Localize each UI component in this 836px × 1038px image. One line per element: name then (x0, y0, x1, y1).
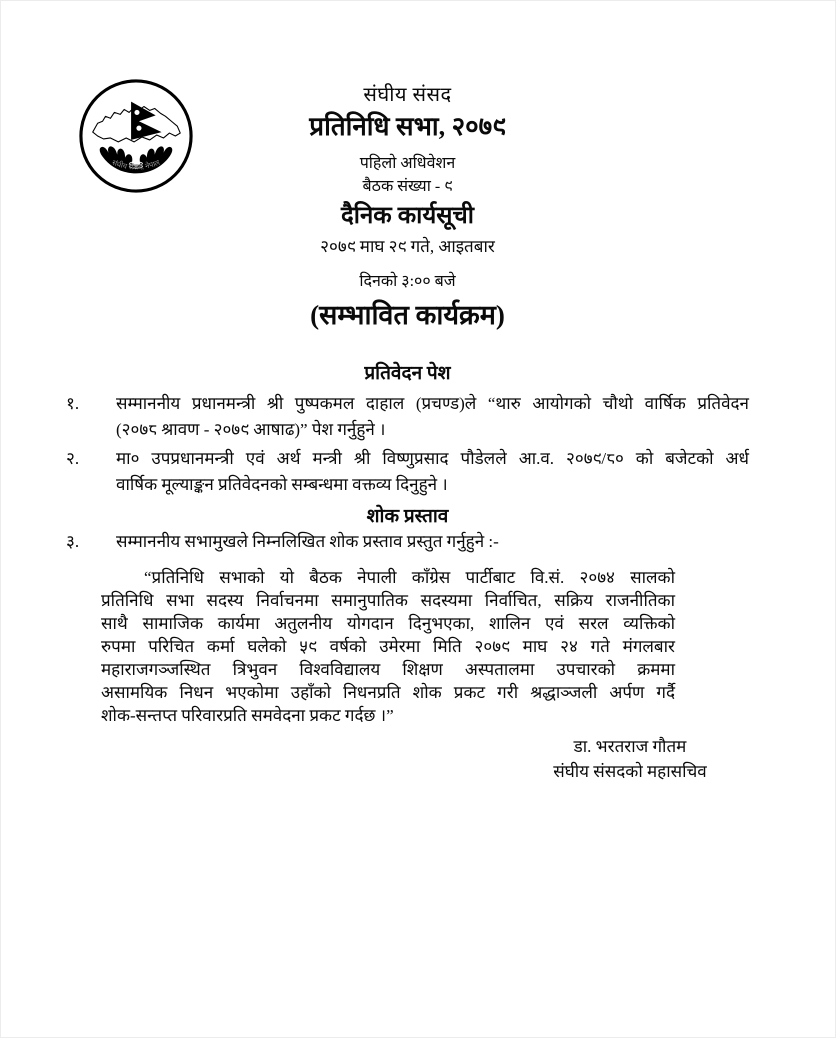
section-heading-condolence: शोक प्रस्ताव (366, 506, 449, 527)
quote-line: रुपमा परिचित कर्मा घलेको ५९ वर्षको उमेरमा मिति २०७९ माघ २४ गते मंगलबार (101, 637, 675, 656)
item-line: सम्माननीय प्रधानमन्त्री श्री पुष्पकमल दाहाल (प्रचण्ड)ले “थारु आयोगको चौथो वार्षिक प्रतिवेदन (116, 394, 749, 413)
item-line: सम्माननीय सभामुखले निम्नलिखित शोक प्रस्ताव प्रस्तुत गर्नुहुने :- (116, 532, 499, 551)
signatory-name: डा. भरतराज गौतम (573, 737, 687, 756)
quote-line: महाराजगञ्जस्थित त्रिभुवन विश्वविद्यालय शिक्षण अस्पतालमा उपचारको क्रममा (101, 660, 675, 679)
quote-line: साथै सामाजिक कार्यमा अतुलनीय योगदान दिनुभएका, शालिन एवं सरल व्यक्तिको (101, 614, 675, 633)
date-line: २०७९ माघ २९ गते, आइतबार (320, 237, 495, 256)
org-name: संघीय संसद (363, 84, 452, 106)
item-line: (२०७८ श्रावण - २०७९ आषाढ)” पेश गर्नुहुने । (116, 420, 386, 439)
signature-block (506, 734, 754, 784)
session-line: पहिलो अधिवेशन (359, 155, 456, 172)
emblem-caption: संघीय संसद, नेपाल (110, 157, 162, 172)
item-number: २. (66, 449, 80, 468)
meeting-number: बैठक संख्या - ९ (362, 178, 453, 195)
document-title: दैनिक कार्यसूची (341, 203, 474, 229)
house-title: प्रतिनिधि सभा, २०७९ (309, 112, 506, 141)
agenda-item-3 (66, 529, 749, 555)
agenda-item-2 (66, 446, 749, 498)
condolence-quote (101, 566, 675, 727)
item-text (116, 446, 749, 498)
item-text (116, 391, 749, 443)
quote-line: असामयिक निधन भएकोमा उहाँको निधनप्रति शोक प्रकट गरी श्रद्धाञ्जली अर्पण गर्दै (101, 683, 675, 702)
item-line: मा० उपप्रधानमन्त्री एवं अर्थ मन्त्री श्री विष्णुप्रसाद पौडेलले आ.व. २०७९/८० को बजेटको अर्ध (116, 449, 749, 468)
quote-line: “प्रतिनिधि सभाको यो बैठक नेपाली काँग्रेस पार्टीबाट वि.सं. २०७४ सालको (144, 568, 675, 587)
item-number: १. (66, 394, 80, 413)
tentative-program-title: (सम्भावित कार्यक्रम) (310, 300, 505, 330)
item-number: ३. (66, 532, 80, 551)
signatory-title: संघीय संसदको महासचिव (553, 762, 707, 781)
quote-line: शोक-सन्तप्त परिवारप्रति समवेदना प्रकट गर्दछ ।” (101, 706, 394, 725)
quote-line: प्रतिनिधि सभा सदस्य निर्वाचनमा समानुपातिक सदस्यमा निर्वाचित, सक्रिय राजनीतिका (101, 591, 675, 610)
item-line: वार्षिक मूल्याङ्कन प्रतिवेदनको सम्बन्धमा वक्तव्य दिनुहुने । (116, 475, 448, 494)
section-heading-report: प्रतिवेदन पेश (364, 363, 451, 384)
agenda-item-1 (66, 391, 749, 443)
time-line: दिनको ३:०० बजे (359, 273, 456, 290)
item-text (116, 529, 749, 555)
